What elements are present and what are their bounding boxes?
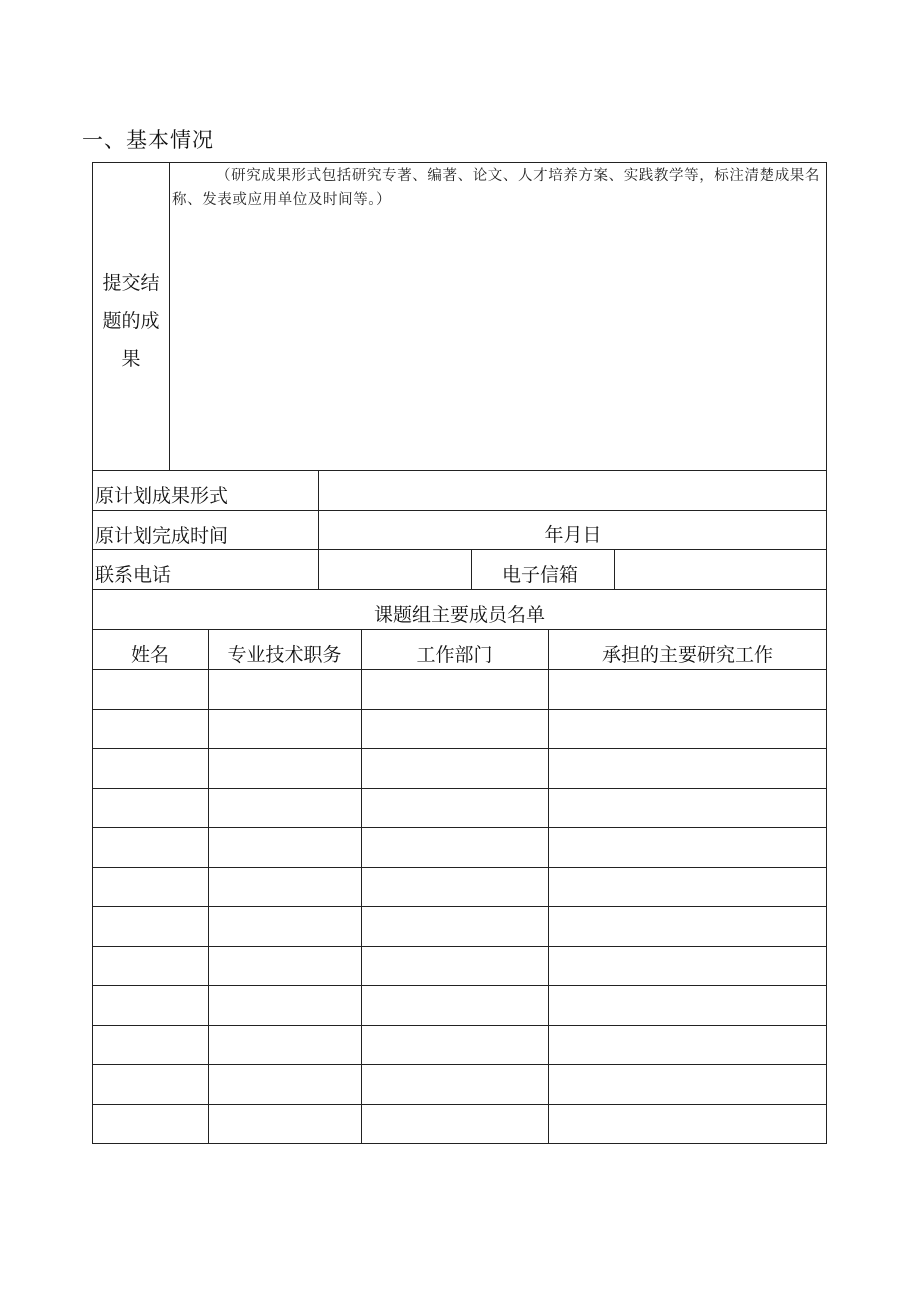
column-header-work: 承担的主要研究工作 <box>601 644 773 666</box>
member-cell[interactable] <box>550 1112 825 1136</box>
member-cell[interactable] <box>94 1072 206 1096</box>
member-cell[interactable] <box>363 993 546 1017</box>
member-cell[interactable] <box>363 954 546 978</box>
member-cell[interactable] <box>550 954 825 978</box>
column-header-name: 姓名 <box>130 644 169 666</box>
member-cell[interactable] <box>363 1033 546 1057</box>
row-divider <box>92 629 827 630</box>
member-cell[interactable] <box>94 875 206 899</box>
row-divider <box>92 1025 827 1026</box>
column-divider <box>208 629 209 1144</box>
row-divider <box>92 510 827 511</box>
row-divider <box>92 549 827 550</box>
member-cell[interactable] <box>550 796 825 820</box>
member-cell[interactable] <box>550 993 825 1017</box>
results-label-divider <box>169 162 170 470</box>
row-divider <box>92 1064 827 1065</box>
member-cell[interactable] <box>210 835 359 859</box>
member-cell[interactable] <box>363 796 546 820</box>
email-field[interactable] <box>618 563 823 587</box>
member-cell[interactable] <box>550 1072 825 1096</box>
member-cell[interactable] <box>210 954 359 978</box>
member-cell[interactable] <box>550 1033 825 1057</box>
member-cell[interactable] <box>363 1112 546 1136</box>
column-divider <box>361 629 362 1144</box>
member-cell[interactable] <box>94 835 206 859</box>
row-divider <box>92 827 827 828</box>
planned-form-label: 原计划成果形式 <box>95 485 229 507</box>
member-cell[interactable] <box>94 954 206 978</box>
member-cell[interactable] <box>94 993 206 1017</box>
section-heading: 一、基本情况 <box>82 128 214 152</box>
member-cell[interactable] <box>210 1072 359 1096</box>
member-cell[interactable] <box>210 1112 359 1136</box>
member-cell[interactable] <box>550 914 825 938</box>
member-cell[interactable] <box>210 717 359 741</box>
row-divider <box>92 589 827 590</box>
member-cell[interactable] <box>550 875 825 899</box>
row-divider <box>92 867 827 868</box>
column-header-title: 专业技术职务 <box>227 644 342 666</box>
member-cell[interactable] <box>363 875 546 899</box>
member-cell[interactable] <box>94 796 206 820</box>
planned-form-field[interactable] <box>322 484 822 508</box>
member-cell[interactable] <box>210 875 359 899</box>
row-divider <box>92 906 827 907</box>
member-cell[interactable] <box>210 914 359 938</box>
member-cell[interactable] <box>94 756 206 780</box>
row-divider <box>92 669 827 670</box>
member-cell[interactable] <box>210 756 359 780</box>
member-cell[interactable] <box>550 677 825 701</box>
member-cell[interactable] <box>210 677 359 701</box>
member-cell[interactable] <box>363 677 546 701</box>
results-label-line2: 题的成 <box>102 310 160 332</box>
planned-time-label: 原计划完成时间 <box>95 525 229 547</box>
member-cell[interactable] <box>363 756 546 780</box>
member-cell[interactable] <box>94 677 206 701</box>
members-title: 课题组主要成员名单 <box>373 604 545 626</box>
results-input-area[interactable]: （研究成果形式包括研究专著、编著、论文、人才培养方案、实践教学等，标注清楚成果名称、发表或应用单位及时间等。） <box>172 168 820 208</box>
row-divider <box>92 470 827 471</box>
email-label: 电子信箱 <box>502 564 579 586</box>
results-label <box>93 264 169 378</box>
member-cell[interactable] <box>363 835 546 859</box>
member-cell[interactable] <box>210 993 359 1017</box>
member-cell[interactable] <box>94 1033 206 1057</box>
column-divider <box>548 629 549 1144</box>
results-label-line3: 果 <box>121 348 141 370</box>
planned-time-field[interactable]: 年月日 <box>544 524 602 546</box>
field-divider <box>318 470 319 589</box>
row-divider <box>92 788 827 789</box>
member-cell[interactable] <box>210 1033 359 1057</box>
member-cell[interactable] <box>363 914 546 938</box>
phone-label: 联系电话 <box>95 564 172 586</box>
member-cell[interactable] <box>94 1112 206 1136</box>
results-label-line1: 提交结 <box>102 272 160 294</box>
phone-field[interactable] <box>322 563 467 587</box>
field-divider <box>471 549 472 589</box>
member-cell[interactable] <box>363 1072 546 1096</box>
row-divider <box>92 985 827 986</box>
row-divider <box>92 709 827 710</box>
row-divider <box>92 1104 827 1105</box>
member-cell[interactable] <box>550 717 825 741</box>
row-divider <box>92 946 827 947</box>
member-cell[interactable] <box>210 796 359 820</box>
column-header-department: 工作部门 <box>416 644 493 666</box>
member-cell[interactable] <box>550 835 825 859</box>
member-cell[interactable] <box>94 717 206 741</box>
member-cell[interactable] <box>550 756 825 780</box>
member-cell[interactable] <box>94 914 206 938</box>
row-divider <box>92 748 827 749</box>
field-divider <box>614 549 615 589</box>
member-cell[interactable] <box>363 717 546 741</box>
